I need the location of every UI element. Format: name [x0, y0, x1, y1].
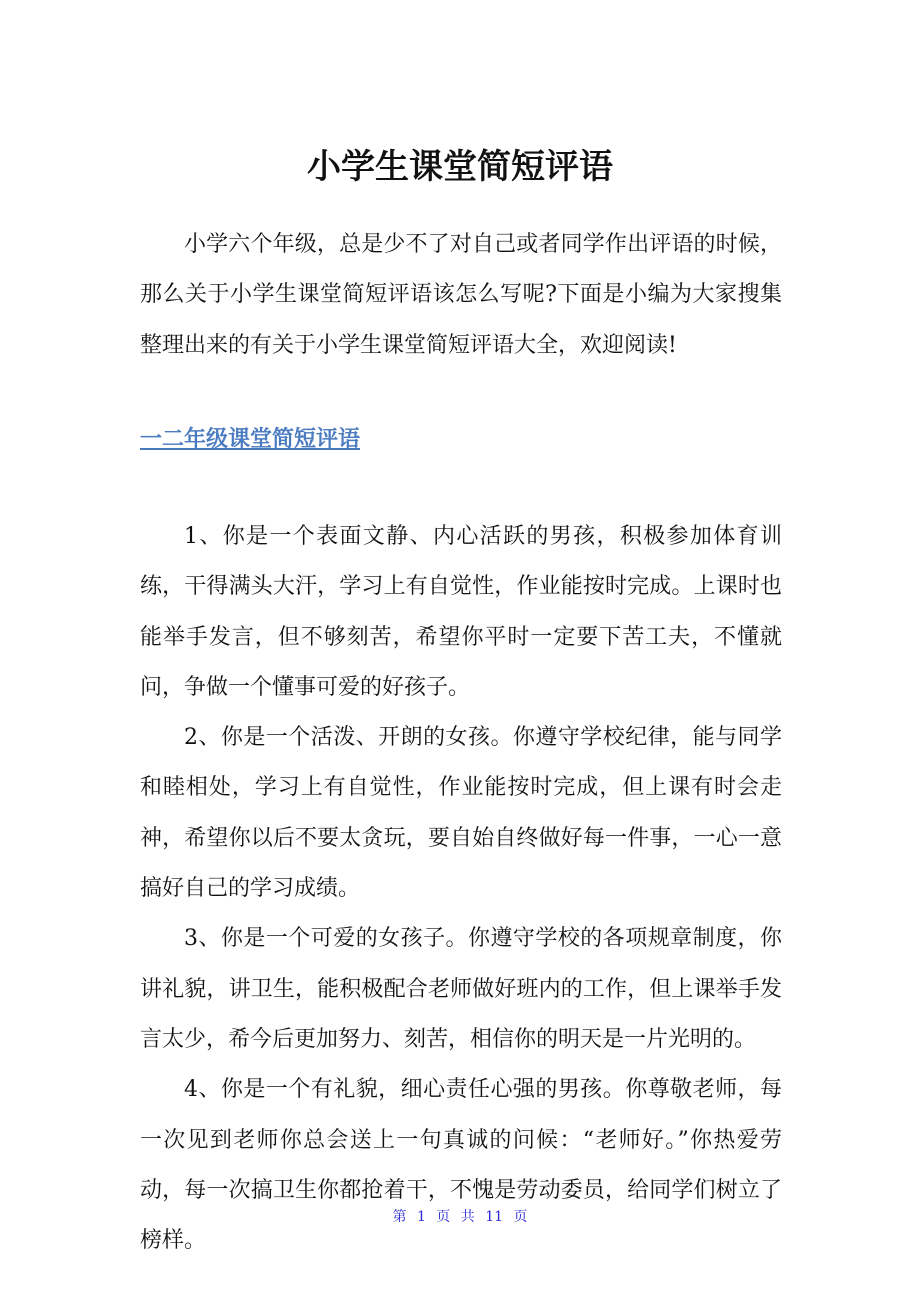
intro-paragraph: 小学六个年级，总是少不了对自己或者同学作出评语的时候，那么关于小学生课堂简短评语该怎么写呢?下面是小编为大家搜集整理出来的有关于小学生课堂简短评语大全，欢迎阅读! [140, 232, 782, 358]
page-number-footer: 第 1 页 共 11 页 [392, 1209, 528, 1225]
comment-list [140, 512, 782, 1266]
comment-item: 2、你是一个活泼、开朗的女孩。你遵守学校纪律，能与同学和睦相处，学习上有自觉性，作业能按时完成，但上课有时会走神，希望你以后不要太贪玩，要自始自终做好每一件事，一心一意搞好自己的学习成绩。 [140, 725, 782, 902]
comment-item: 1、你是一个表面文静、内心活跃的男孩，积极参加体育训练，干得满头大汗，学习上有自觉性，作业能按时完成。上课时也能举手发言，但不够刻苦，希望你平时一定要下苦工夫，不懂就问，争做一个懂事可爱的好孩子。 [140, 524, 782, 700]
section-heading-link[interactable]: 一二年级课堂简短评语 [140, 427, 361, 452]
comment-item: 4、你是一个有礼貌，细心责任心强的男孩。你尊敬老师，每一次见到老师你总会送上一句真诚的问候：“老师好。”你热爱劳动，每一次搞卫生你都抢着干，不愧是劳动委员，给同学们树立了榜样。 [140, 1077, 782, 1254]
document-title: 小学生课堂简短评语 [307, 147, 613, 187]
comment-item: 3、你是一个可爱的女孩子。你遵守学校的各项规章制度，你讲礼貌，讲卫生，能积极配合老师做好班内的工作，但上课举手发言太少，希今后更加努力、刻苦，相信你的明天是一片光明的。 [140, 926, 782, 1052]
